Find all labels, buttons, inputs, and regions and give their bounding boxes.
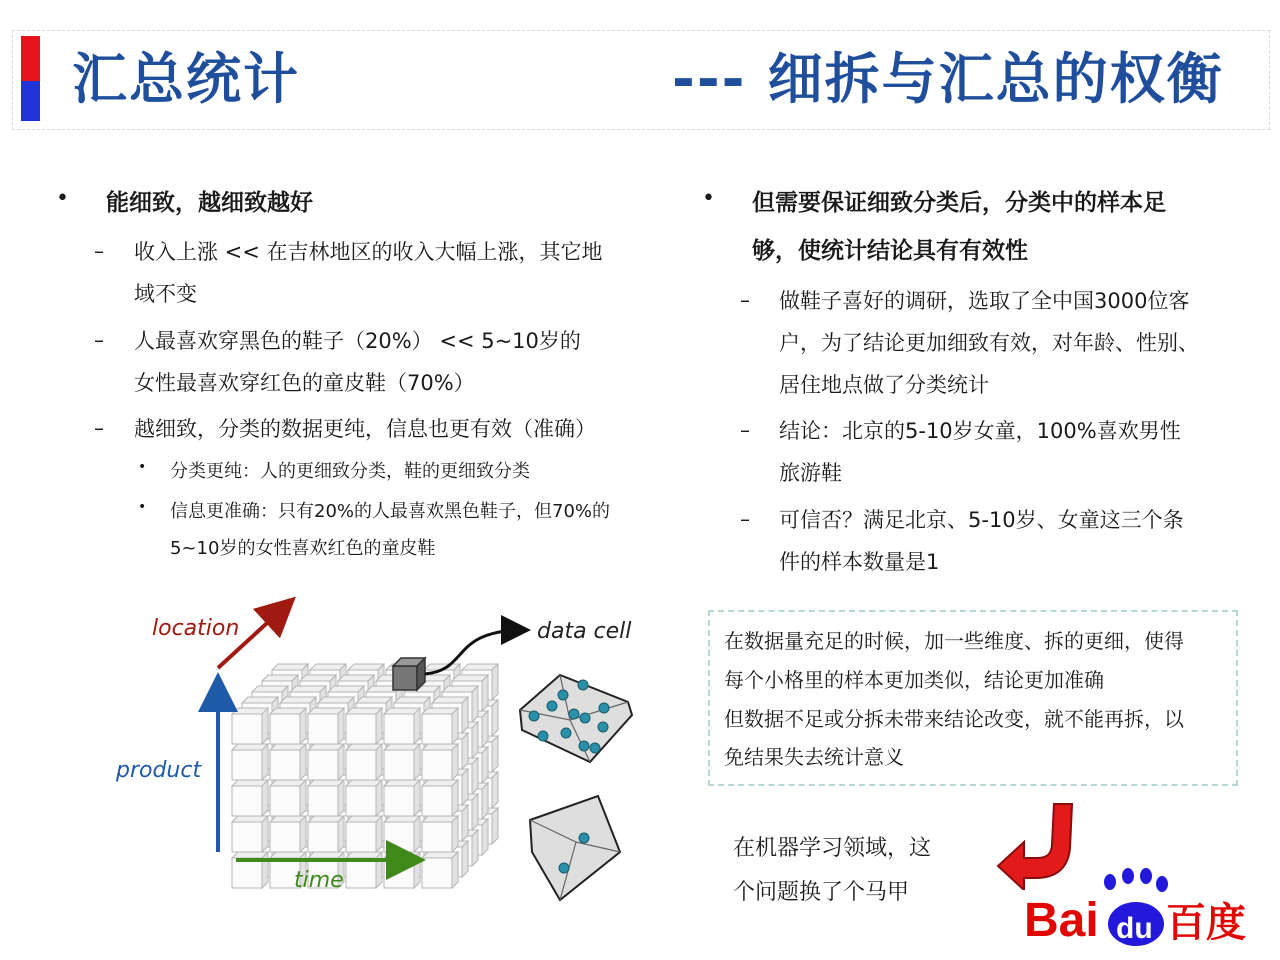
right-item-2-line2: 旅游鞋 [779,461,842,485]
cube-cell [422,714,452,744]
logo-text-cn: 百度 [1166,900,1246,946]
sample-point [599,703,609,713]
right-item-3-line1: 可信否？满足北京、5-10岁、女童这三个条 [779,508,1184,532]
cube-cell [346,714,376,744]
cube-cell [308,750,338,780]
cube-cell-side [472,758,478,794]
cube-cell-side [300,744,306,780]
right-item-1-line1: 做鞋子喜好的调研，选取了全中国3000位客 [779,289,1190,313]
cube-cell [270,714,300,744]
cube-cell [384,750,414,780]
cube-cell-side [452,708,458,744]
page-subtitle: --- 细拆与汇总的权衡 [672,47,1224,111]
sub-bullet-marker: • [138,459,147,475]
left-bullet: 能细致，越细致越好 [106,190,313,216]
cube-cell-side [482,819,488,855]
left-item-1-line2: 域不变 [134,282,197,306]
cube-cell-side [262,780,268,816]
note-line-1: 在数据量充足的时候，加一些维度、拆的更细，使得 [724,629,1184,653]
sample-point [529,711,539,721]
left-item-1-line1: 收入上涨 << 在吉林地区的收入大幅上涨，其它地 [134,240,603,264]
cube-cell [384,786,414,816]
cube-cell-side [338,708,344,744]
sub-bullet-marker: • [138,499,147,515]
sample-point [590,743,600,753]
cube-cell-side [492,700,498,736]
dash-marker: – [94,328,104,352]
cube-cell-side [262,852,268,888]
baidu-logo [1020,862,1260,952]
cube-cell-side [482,711,488,747]
accent-bar-red [21,36,40,81]
cube-cell-side [338,780,344,816]
cube-cell [384,714,414,744]
left-subitem-1: 分类更纯：人的更细致分类，鞋的更细致分类 [170,461,530,482]
logo-text-du: du [1116,912,1153,945]
right-item-2-line1: 结论：北京的5-10岁女童，100%喜欢男性 [779,419,1181,443]
cube-cell [346,786,376,816]
cube-cell [346,822,376,852]
cube-cell-side [472,722,478,758]
cube-cell [422,822,452,852]
cube-cell [232,714,262,744]
dash-marker: – [94,239,104,263]
cube-cell [384,822,414,852]
cube-cell-side [300,708,306,744]
cube-cell-side [376,744,382,780]
page-title: 汇总统计 [72,47,301,111]
cube-cell-side [492,664,498,700]
cube-cell-side [414,708,420,744]
cube-cell [270,822,300,852]
cube-cell-side [376,708,382,744]
cube-cell [232,786,262,816]
ml-note-line1: 在机器学习领域，这 [733,836,932,861]
cube-cell [346,750,376,780]
left-item-2-line2: 女性最喜欢穿红色的童皮鞋（70%） [134,371,475,395]
left-subitem-2-line2: 5~10岁的女性喜欢红色的童皮鞋 [170,538,436,559]
cube-cell-side [338,744,344,780]
location-label: location [152,616,240,641]
sample-point [559,863,569,873]
cube-cell-side [376,852,382,888]
note-line-4: 免结果失去统计意义 [724,745,904,769]
cube-cell [232,858,262,888]
dash-marker: – [740,288,750,312]
data-cube-diagram [0,590,660,960]
cube-cell [346,858,376,888]
cube-cell-side [414,816,420,852]
bullet-marker: • [56,186,69,211]
cube-cell-side [462,733,468,769]
right-bullet-line2: 够，使统计结论具有有效性 [752,238,1028,264]
cube-cell-side [452,744,458,780]
ml-note-line2: 个问题换了个马甲 [733,880,910,905]
cube-cell-side [262,744,268,780]
cube-cell [308,786,338,816]
cube-cell [270,786,300,816]
cube-cell-side [262,816,268,852]
time-label: time [294,868,344,893]
cube-cell-side [452,780,458,816]
cube-cell-side [462,805,468,841]
cube-cell [232,822,262,852]
sample-point [538,731,548,741]
cube-cell-side [472,686,478,722]
cube-cell-side [492,736,498,772]
logo-text-bai: Bai [1024,894,1099,947]
cube-cell-side [482,783,488,819]
cube-cell-side [492,808,498,844]
cube-cell-side [452,816,458,852]
cube-cell-side [414,744,420,780]
cube-cell-side [376,780,382,816]
sample-point [558,690,568,700]
dash-marker: – [740,507,750,531]
cube-cell [308,714,338,744]
left-item-2-line1: 人最喜欢穿黑色的鞋子（20%） << 5~10岁的 [134,329,581,353]
sample-point [578,680,588,690]
cube-cell-side [414,852,420,888]
cube-cell-side [300,816,306,852]
cube-cell-side [300,780,306,816]
accent-bar-blue [21,81,40,121]
note-line-3: 但数据不足或分拆未带来结论改变，就不能再拆，以 [724,707,1184,731]
dash-marker: – [94,416,104,440]
note-line-2: 每个小格里的样本更加类似，结论更加准确 [724,668,1104,692]
cube-cell [308,822,338,852]
sample-point [598,722,608,732]
cube-cell-side [482,747,488,783]
data-cell-label: data cell [537,619,632,644]
cube-cell [384,858,414,888]
left-subitem-2-line1: 信息更准确：只有20%的人最喜欢黑色鞋子，但70%的 [170,501,611,522]
cube-cell-side [452,852,458,888]
cube-cell-side [462,769,468,805]
sample-point [579,741,589,751]
bullet-marker: • [702,186,715,211]
sparse-cell-cube [530,796,620,900]
sample-point [579,833,589,843]
cube-cell [422,750,452,780]
cube-cell-side [482,675,488,711]
cube-cell-side [262,708,268,744]
cube-cell-side [414,780,420,816]
sample-point [561,728,571,738]
cube-cell [270,750,300,780]
cube-grid [232,664,498,888]
selected-data-cell [393,666,417,690]
cube-cell-side [338,816,344,852]
cube-cell-side [492,772,498,808]
cube-cell [422,786,452,816]
left-item-3-line1: 越细致，分类的数据更纯，信息也更有效（准确） [134,417,596,441]
cube-cell-side [462,841,468,877]
cube-cell-side [462,697,468,733]
cube-cell-side [472,830,478,866]
right-item-1-line2: 户，为了结论更加细致有效，对年龄、性别、 [779,331,1199,355]
sample-point [569,709,579,719]
right-item-3-line2: 件的样本数量是1 [779,550,940,574]
cube-cell [422,858,452,888]
cube-cell [232,750,262,780]
sample-point [547,701,557,711]
right-bullet-line1: 但需要保证细致分类后，分类中的样本足 [752,190,1166,216]
sample-point [580,713,590,723]
cube-cell-side [472,794,478,830]
cube-cell-side [376,816,382,852]
product-label: product [116,758,202,783]
right-item-1-line3: 居住地点做了分类统计 [779,373,989,397]
dash-marker: – [740,418,750,442]
